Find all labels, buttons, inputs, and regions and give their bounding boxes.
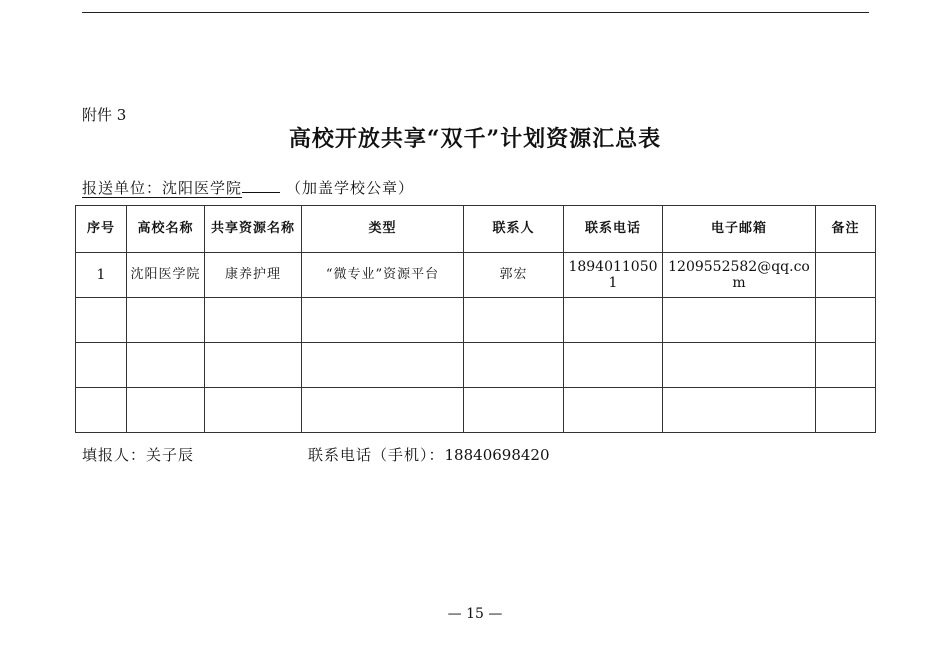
cell-school (127, 388, 205, 433)
cell-school (127, 298, 205, 343)
cell-contact (464, 298, 564, 343)
cell-phone: 18940110501 (564, 253, 663, 298)
cell-resource (205, 298, 302, 343)
cell-resource: 康养护理 (205, 253, 302, 298)
phone-number: 18840698420 (444, 446, 550, 464)
table-row (76, 253, 876, 298)
cell-resource (205, 343, 302, 388)
table-row (76, 388, 876, 433)
table-row (76, 298, 876, 343)
col-header-resource: 共享资源名称 (205, 206, 302, 253)
phone-block (308, 444, 550, 465)
table-header-row (76, 206, 876, 253)
cell-index: 1 (76, 253, 127, 298)
cell-email (663, 388, 816, 433)
cell-type (302, 388, 464, 433)
cell-email: 1209552582@qq.com (663, 253, 816, 298)
cell-remarks (816, 388, 876, 433)
col-header-school: 高校名称 (127, 206, 205, 253)
cell-type (302, 298, 464, 343)
unit-name: 沈阳医学院 (162, 179, 243, 197)
col-header-index: 序号 (76, 206, 127, 253)
cell-email (663, 298, 816, 343)
filler-info-line (82, 444, 550, 465)
cell-contact (464, 388, 564, 433)
cell-index (76, 388, 127, 433)
cell-index (76, 298, 127, 343)
unit-label: 报送单位： (82, 179, 163, 197)
cell-phone (564, 388, 663, 433)
cell-type: “微专业”资源平台 (302, 253, 464, 298)
table-row (76, 343, 876, 388)
cell-school: 沈阳医学院 (127, 253, 205, 298)
unit-underline (242, 178, 280, 193)
reporting-unit-line (82, 177, 414, 198)
filler-label: 填报人： (82, 446, 147, 464)
page-number: — 15 — (447, 606, 503, 622)
col-header-contact: 联系人 (464, 206, 564, 253)
cell-email (663, 343, 816, 388)
cell-contact (464, 343, 564, 388)
cell-remarks (816, 253, 876, 298)
col-header-email: 电子邮箱 (663, 206, 816, 253)
cell-remarks (816, 343, 876, 388)
phone-label: 联系电话（手机）： (308, 446, 445, 464)
document-title: 高校开放共享“双千”计划资源汇总表 (288, 126, 662, 152)
cell-phone (564, 343, 663, 388)
col-header-type: 类型 (302, 206, 464, 253)
cell-type (302, 343, 464, 388)
stamp-note: （加盖学校公章） (286, 179, 415, 197)
cell-resource (205, 388, 302, 433)
cell-contact: 郭宏 (464, 253, 564, 298)
annex-label: 附件 3 (82, 106, 127, 124)
col-header-phone: 联系电话 (564, 206, 663, 253)
cell-school (127, 343, 205, 388)
resource-summary-table (75, 205, 876, 433)
col-header-remarks: 备注 (816, 206, 876, 253)
filler-name: 关子辰 (146, 446, 195, 464)
cell-remarks (816, 298, 876, 343)
cell-phone (564, 298, 663, 343)
top-rule (82, 12, 869, 13)
cell-index (76, 343, 127, 388)
